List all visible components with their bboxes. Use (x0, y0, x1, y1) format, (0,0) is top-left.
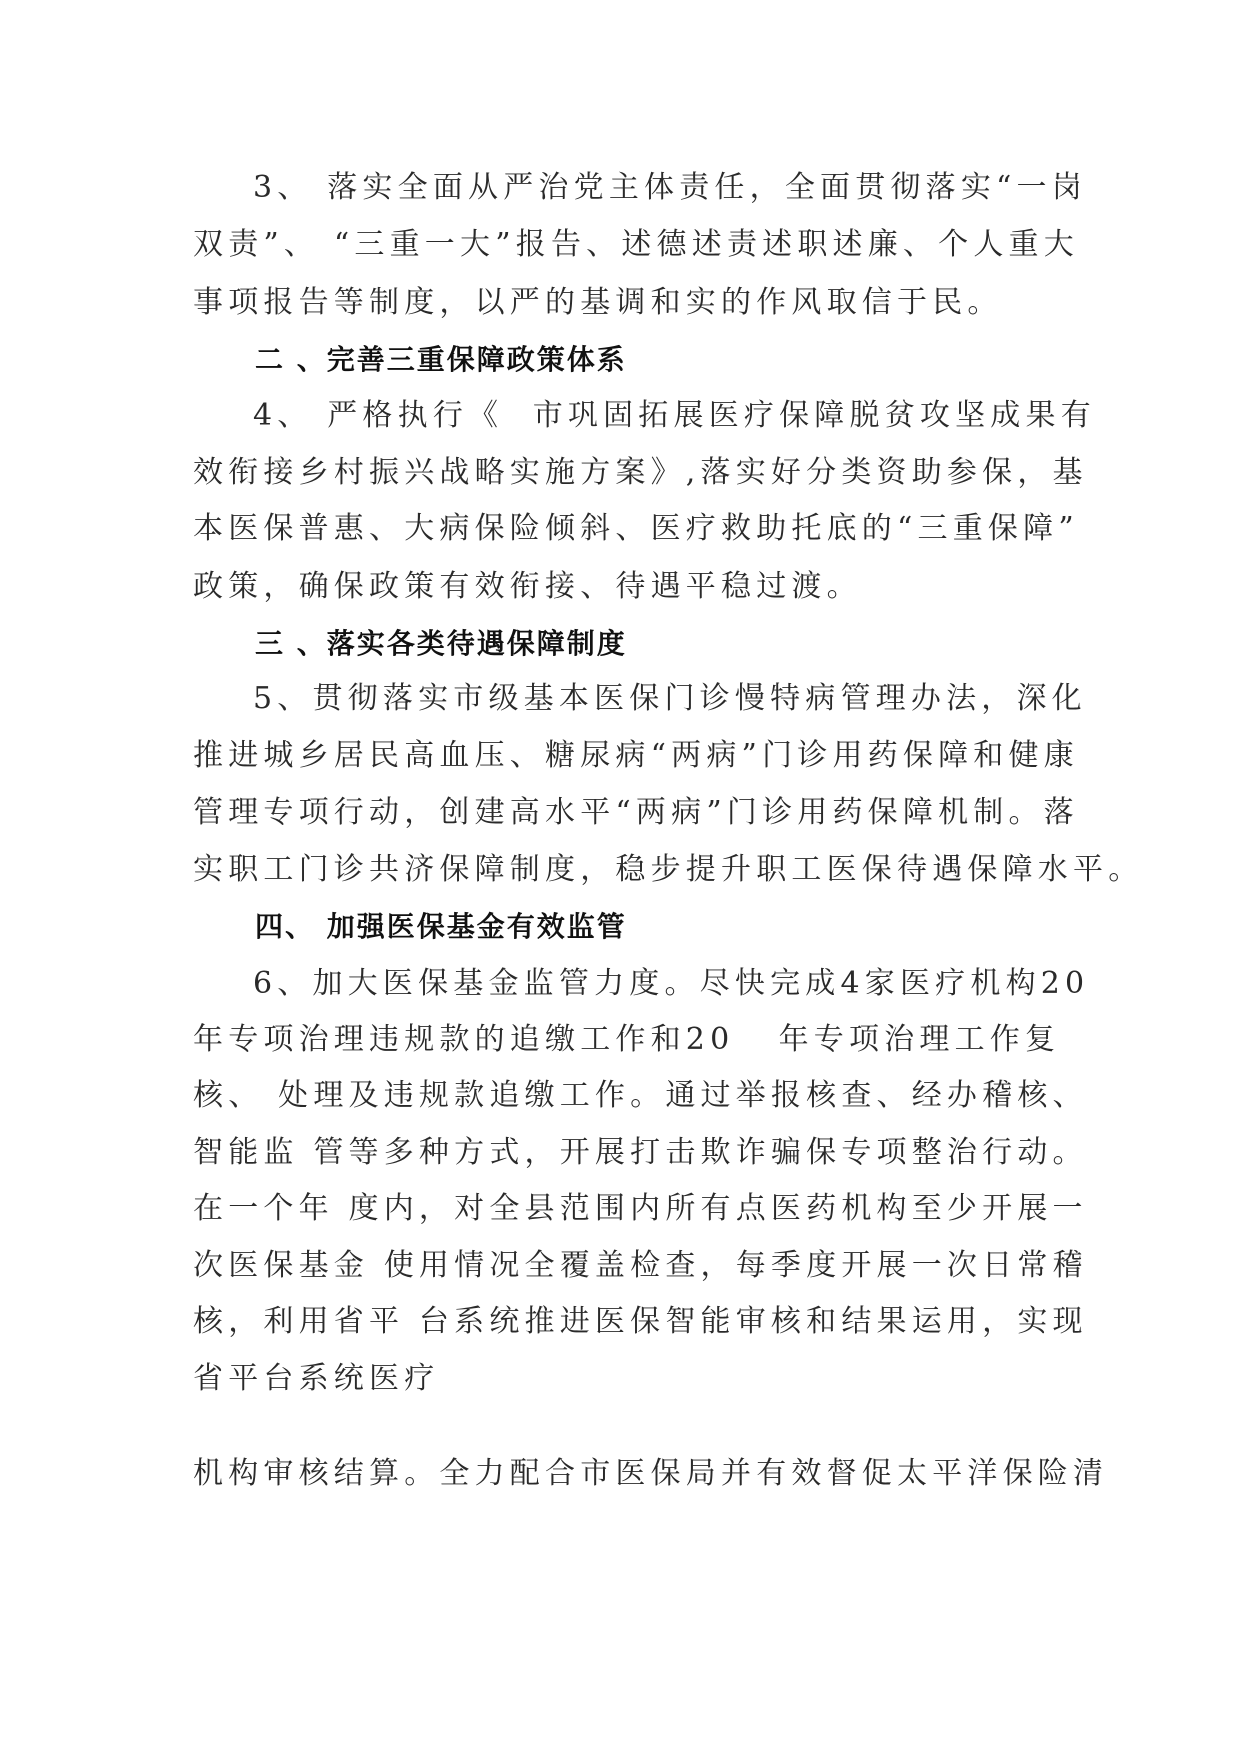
item4-line-2: 效衔接乡村振兴战略实施方案》,落实好分类资助参保，基 (193, 455, 1088, 490)
item5-line-4: 实职工门诊共济保障制度，稳步提升职工医保待遇保障水平。 (193, 852, 1144, 887)
item6-line-7: 核，利用省平 台系统推进医保智能审核和结果运用，实现 (193, 1304, 1088, 1339)
item6-line-3: 核、 处理及违规款追缴工作。通过举报核查、经办稽核、 (193, 1078, 1088, 1113)
item4-line-1: 4、 严格执行《 市巩固拓展医疗保障脱贫攻坚成果有 (253, 398, 1096, 433)
section-heading-3: 三 、落实各类待遇保障制度 (255, 627, 627, 660)
item3-line-2: 双责”、 “三重一大”报告、述德述责述职述廉、个人重大 (193, 227, 1079, 262)
section-heading-4: 四、 加强医保基金有效监管 (255, 910, 627, 943)
section-heading-2: 二 、完善三重保障政策体系 (255, 343, 627, 376)
item5-line-2: 推进城乡居民高血压、糖尿病“两病”门诊用药保障和健康 (193, 738, 1079, 773)
item6-line-1: 6、加大医保基金监管力度。尽快完成4家医疗机构20 (253, 966, 1090, 1001)
item4-line-4: 政策，确保政策有效衔接、待遇平稳过渡。 (193, 569, 862, 604)
item6-line-4: 智能监 管等多种方式，开展打击欺诈骗保专项整治行动。 (193, 1135, 1088, 1170)
item4-line-3: 本医保普惠、大病保险倾斜、医疗救助托底的“三重保障” (193, 511, 1079, 546)
item5-line-1: 5、贯彻落实市级基本医保门诊慢特病管理办法，深化 (253, 681, 1087, 716)
item6-line-9: 机构审核结算。全力配合市医保局并有效督促太平洋保险清 (193, 1456, 1109, 1491)
item6-line-5: 在一个年 度内，对全县范围内所有点医药机构至少开展一 (193, 1191, 1088, 1226)
item6-line-8: 省平台系统医疗 (193, 1361, 440, 1396)
item3-line-1: 3、 落实全面从严治党主体责任，全面贯彻落实“一岗 (253, 170, 1087, 205)
item6-line-2: 年专项治理违规款的追缴工作和20 年专项治理工作复 (193, 1022, 1061, 1057)
item5-line-3: 管理专项行动，创建高水平“两病”门诊用药保障机制。落 (193, 795, 1079, 830)
item6-line-6: 次医保基金 使用情况全覆盖检查，每季度开展一次日常稽 (193, 1248, 1088, 1283)
item3-line-3: 事项报告等制度，以严的基调和实的作风取信于民。 (193, 285, 1003, 320)
